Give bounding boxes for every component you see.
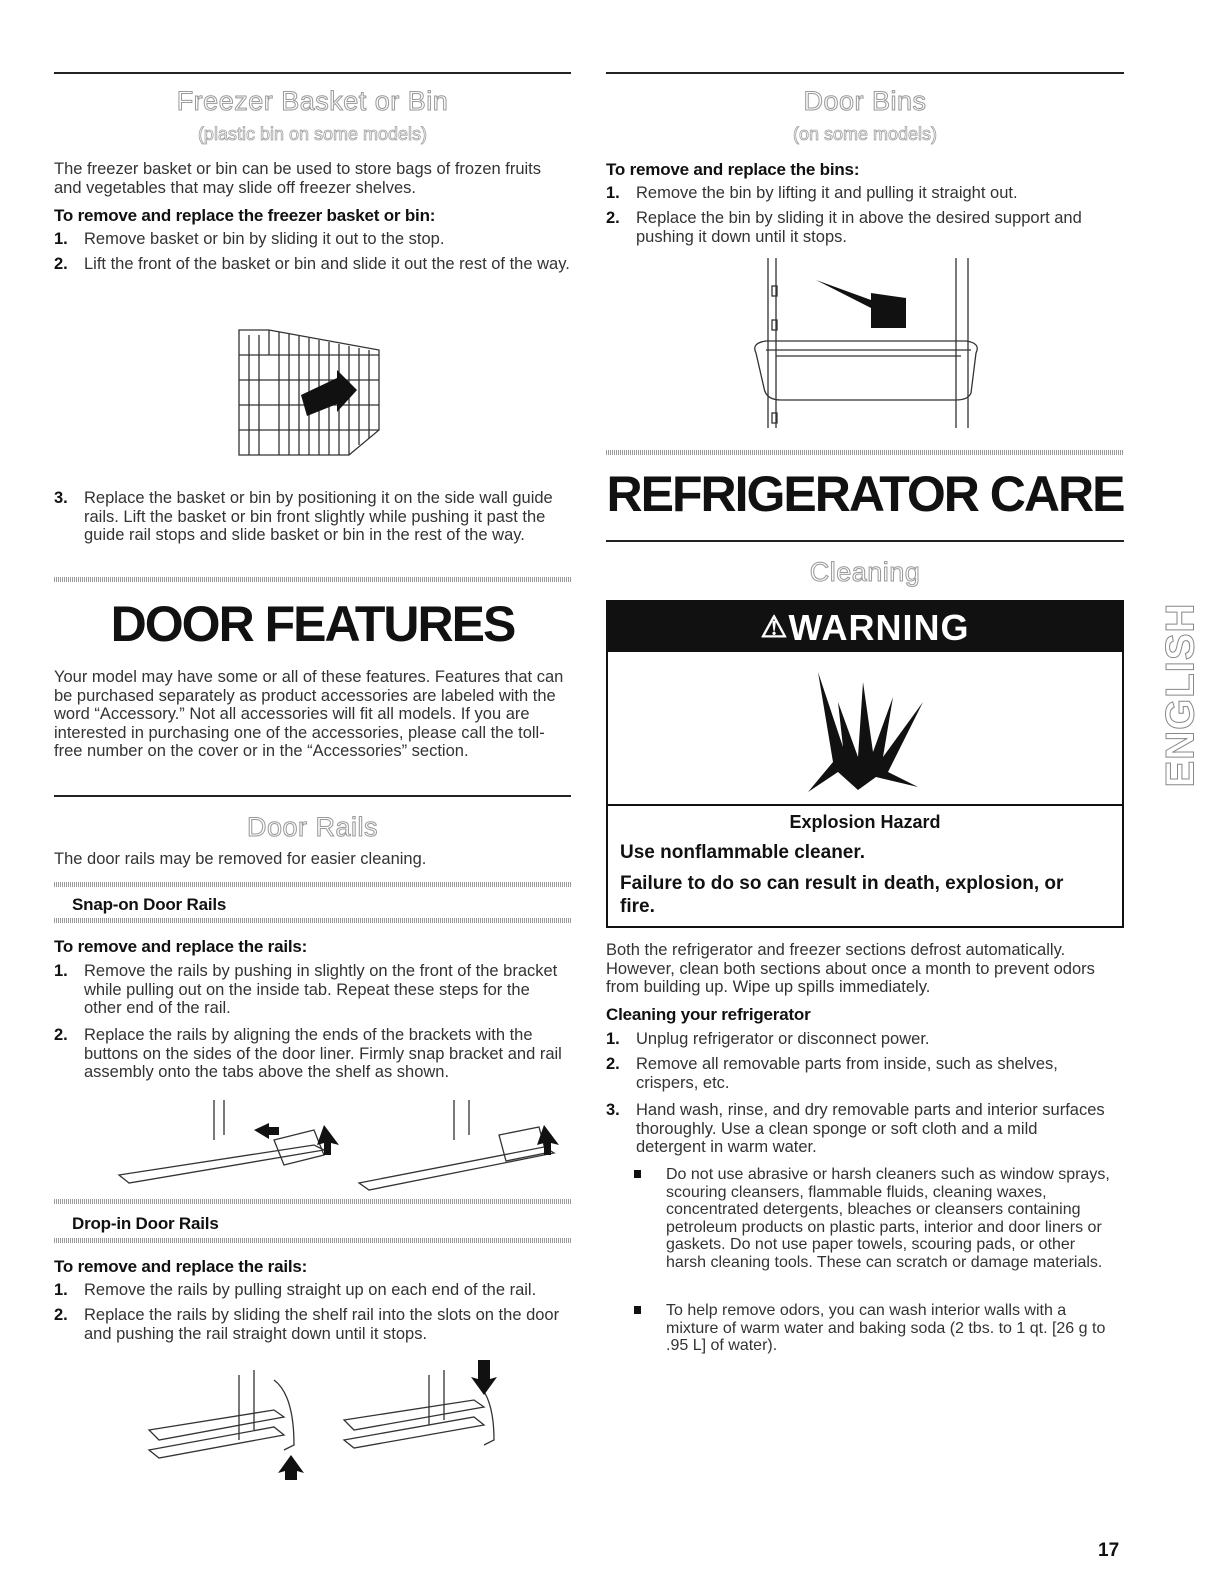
snap-remove-heading: To remove and replace the rails: xyxy=(54,937,308,956)
cleaning-heading: Cleaning your refrigerator xyxy=(606,1005,811,1024)
door-bin-illustration xyxy=(746,258,986,430)
hazard-title: Explosion Hazard xyxy=(789,812,941,832)
cleaning-step-2: 2. Remove all removable parts from inside, such as shelves, crispers, etc. xyxy=(606,1055,1058,1092)
hatch-divider xyxy=(54,1199,571,1204)
freezer-basket-title: Freezer Basket or Bin xyxy=(176,86,449,116)
door-features-intro: Your model may have some or all of these features. Features that can be purchased separately as product accessories are labeled with the word “Accessory.” Not all accessories will fit all models. If you are interested in purchasing one of the accessories, please call the toll-free number on the cover or in the “Accessories” section. xyxy=(54,668,564,760)
freezer-step-2: 2. Lift the front of the basket or bin and slide it out the rest of the way. xyxy=(54,255,570,273)
language-side-tab xyxy=(1152,596,1210,794)
warning-line-1: Use nonflammable cleaner. xyxy=(620,842,865,863)
cleaning-bullet-1: Do not use abrasive or harsh cleaners such as window sprays, scouring cleansers, flammable fluids, cleaning waxes, concentrated detergents, bleaches or cleansers containing petroleum products on plastic parts, interior and door liners or gaskets. Do not use paper towels, scouring pads, or other harsh cleaning tools. These can scratch or damage materials. xyxy=(606,1166,1111,1271)
page-number: 17 xyxy=(1098,1540,1120,1561)
door-bins-remove-heading: To remove and replace the bins: xyxy=(606,160,860,179)
warning-banner xyxy=(608,602,1122,652)
drop-remove-heading: To remove and replace the rails: xyxy=(54,1257,308,1276)
warning-banner-text: WARNING xyxy=(788,607,970,648)
snap-on-rails-illustration xyxy=(114,1095,574,1190)
freezer-step-3: 3. Replace the basket or bin by positioning it on the side wall guide rails. Lift the basket or bin front slightly while pushing it past the guide rail stops and slide basket or bin in the rest of the way. xyxy=(54,489,553,544)
bullet-icon xyxy=(634,1306,641,1314)
cleaning-bullet-2: To help remove odors, you can wash interior walls with a mixture of warm water and baking soda (2 tbs. to 1 qt. [26 g to .95 L] of water). xyxy=(606,1302,1111,1355)
door-features-title: DOOR FEATURES xyxy=(110,596,515,652)
section-rule xyxy=(54,795,571,797)
warning-triangle-icon: ⚠ xyxy=(760,611,789,644)
hatch-divider xyxy=(54,1238,571,1243)
door-rails-title: Door Rails xyxy=(246,812,379,842)
cleaning-step-3: 3. Hand wash, rinse, and dry removable parts and interior surfaces thoroughly. Use a clean sponge or soft cloth and a mild detergent in warm water. xyxy=(606,1101,1105,1156)
drop-in-rails-illustration xyxy=(144,1355,494,1480)
bullet-icon xyxy=(634,1170,641,1178)
bins-step-1: 1. Remove the bin by lifting it and pulling it straight out. xyxy=(606,184,1018,202)
snap-on-heading: Snap-on Door Rails xyxy=(72,895,227,914)
bins-step-2: 2. Replace the bin by sliding it in above the desired support and pushing it down until it stops. xyxy=(606,209,1082,246)
section-rule xyxy=(606,540,1124,542)
freezer-basket-remove-heading: To remove and replace the freezer basket or bin: xyxy=(54,206,436,225)
freezer-step-1: 1. Remove basket or bin by sliding it out to the stop. xyxy=(54,230,445,248)
section-rule xyxy=(54,72,571,74)
refrigerator-care-title: REFRIGERATOR CARE xyxy=(606,466,1124,522)
drop-in-heading: Drop-in Door Rails xyxy=(72,1214,219,1233)
hatch-divider xyxy=(54,882,571,887)
cleaning-title: Cleaning xyxy=(809,557,921,587)
snap-step-1: 1. Remove the rails by pushing in slightly on the front of the bracket while pulling out on the inside tab. Repeat these steps for the other end of the rail. xyxy=(54,962,558,1017)
drop-step-2: 2. Replace the rails by sliding the shelf rail into the slots on the door and pushing the rail straight down until it stops. xyxy=(54,1306,560,1343)
side-tab-label: ENGLISH xyxy=(1158,602,1203,788)
cleaning-intro: Both the refrigerator and freezer sections defrost automatically. However, clean both sections about once a month to prevent odors from building up. Wipe up spills immediately. xyxy=(606,941,1095,996)
drop-step-1: 1. Remove the rails by pulling straight up on each end of the rail. xyxy=(54,1281,537,1299)
hatch-divider xyxy=(606,450,1124,455)
warning-line-2: Failure to do so can result in death, explosion, or fire. xyxy=(620,873,1064,917)
hatch-divider xyxy=(54,577,571,582)
freezer-basket-illustration xyxy=(229,310,399,465)
hatch-divider xyxy=(54,918,571,923)
cleaning-step-1: 1. Unplug refrigerator or disconnect power. xyxy=(606,1030,930,1048)
door-bins-subtitle: (on some models) xyxy=(792,124,938,144)
explosion-icon xyxy=(798,662,938,797)
warning-divider xyxy=(608,804,1122,806)
section-rule xyxy=(606,72,1124,74)
freezer-basket-subtitle: (plastic bin on some models) xyxy=(197,124,428,144)
snap-step-2: 2. Replace the rails by aligning the ends of the brackets with the buttons on the sides of the door liner. Firmly snap bracket and rail assembly onto the tabs above the shelf as shown. xyxy=(54,1026,562,1081)
freezer-basket-intro: The freezer basket or bin can be used to store bags of frozen fruits and vegetables that may slide off freezer shelves. xyxy=(54,160,542,197)
door-bins-title: Door Bins xyxy=(803,86,927,116)
warning-box xyxy=(606,600,1124,928)
door-rails-intro: The door rails may be removed for easier cleaning. xyxy=(54,850,427,868)
